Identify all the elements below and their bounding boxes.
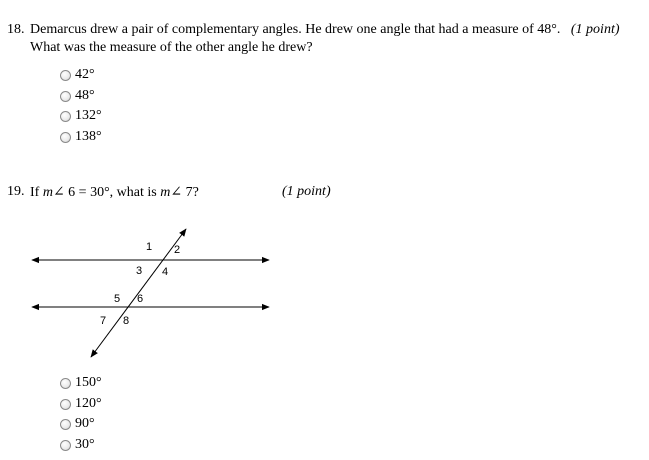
angle-label-1: 1 <box>146 241 153 253</box>
answer-option[interactable] <box>60 373 102 393</box>
measure-symbol: m <box>160 185 171 200</box>
angle-label-6: 6 <box>137 293 144 305</box>
option-label: 30° <box>75 437 95 452</box>
angle-label-5: 5 <box>114 293 121 305</box>
question-stem: Demarcus drew a pair of complementary angles. He drew one angle that had a measure of 48°. <box>30 22 561 37</box>
stem-prefix: If <box>30 185 43 200</box>
stem-part: ∠ 7? <box>170 185 199 200</box>
angle-label-2: 2 <box>174 244 181 256</box>
question-text-line2: What was the measure of the other angle he drew? <box>30 40 313 55</box>
option-label: 138° <box>75 129 102 144</box>
answer-option[interactable] <box>60 435 95 455</box>
angle-label-8: 8 <box>123 315 130 327</box>
points-label: (1 point) <box>282 184 331 199</box>
radio-button-icon[interactable] <box>60 440 71 451</box>
option-label: 42° <box>75 67 95 82</box>
question-number: 18. <box>7 22 25 37</box>
points-label: (1 point) <box>570 22 620 37</box>
option-label: 132° <box>75 108 102 123</box>
radio-button-icon[interactable] <box>60 419 71 430</box>
option-label: 90° <box>75 416 95 431</box>
angle-label-4: 4 <box>162 266 169 278</box>
option-label: 48° <box>75 88 95 103</box>
answer-option[interactable] <box>60 394 102 414</box>
angle-label-7: 7 <box>100 315 107 327</box>
stem-part: ∠ 6 = 30°, what is <box>52 185 161 200</box>
radio-button-icon[interactable] <box>60 399 71 410</box>
option-label: 120° <box>75 396 102 411</box>
angle-label-3: 3 <box>136 265 143 277</box>
option-label: 150° <box>75 375 102 390</box>
answer-option[interactable] <box>60 414 95 434</box>
question-number: 19. <box>7 184 25 199</box>
measure-symbol: m <box>42 185 53 200</box>
radio-button-icon[interactable] <box>60 378 71 389</box>
